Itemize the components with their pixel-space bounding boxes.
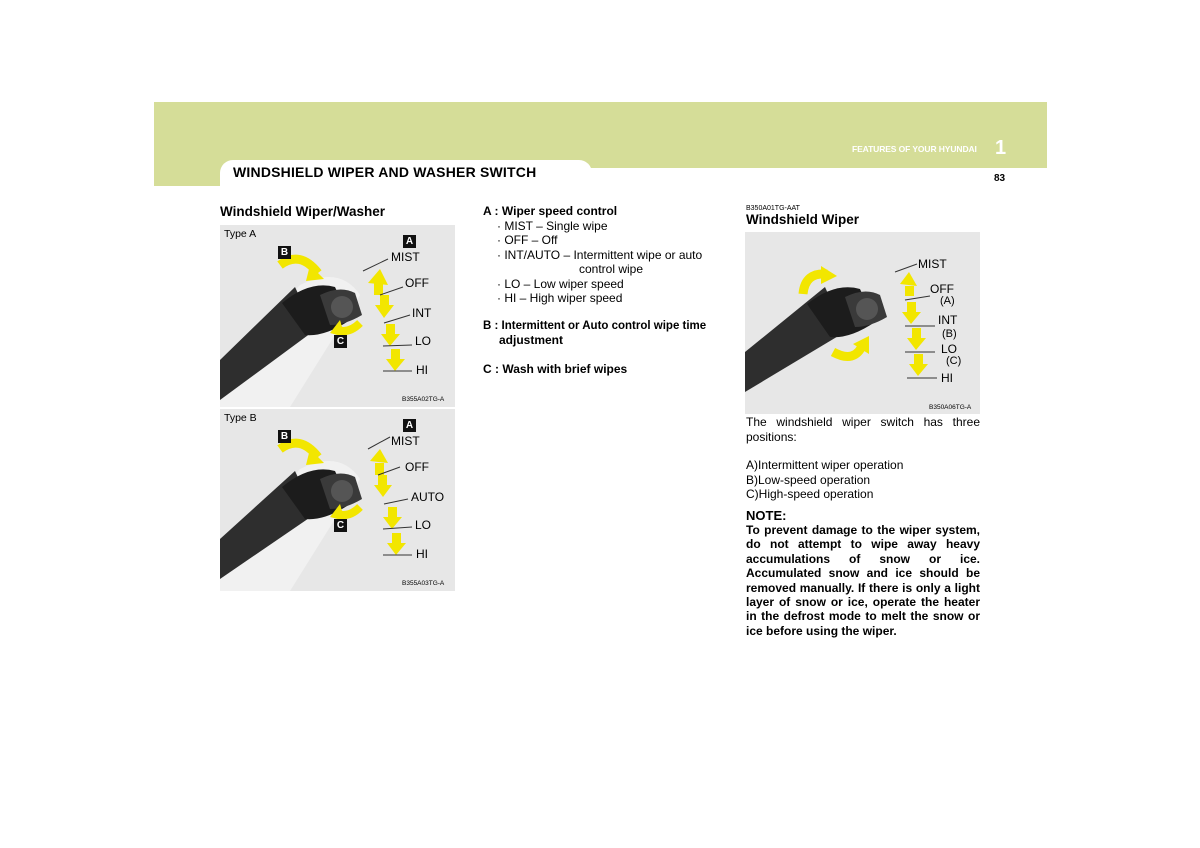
b-heading-cont: adjustment: [499, 333, 564, 347]
list-item-c: C)High-speed operation: [746, 487, 874, 501]
b-heading: B : Intermittent or Auto control wipe time: [483, 319, 707, 332]
note-heading: NOTE:: [746, 507, 787, 523]
label-mist: MIST: [391, 434, 420, 448]
a-item-mist: · MIST – Single wipe: [497, 218, 608, 233]
chapter-number: 1: [995, 137, 1007, 159]
label-int: INT: [412, 306, 432, 320]
header-gap: [591, 168, 981, 186]
label-int: INT: [938, 313, 958, 327]
a-item-lo: · LO – Low wiper speed: [497, 276, 624, 291]
figure-type-b-label: Type B: [224, 412, 257, 424]
left-heading: Windshield Wiper/Washer: [220, 204, 386, 219]
marker-a: A: [403, 235, 416, 248]
label-off: OFF: [405, 460, 429, 474]
header-gap-right: [981, 168, 1047, 186]
label-hi: HI: [416, 363, 428, 377]
c-heading: C : Wash with brief wipes: [483, 361, 628, 376]
right-heading: Windshield Wiper: [746, 212, 860, 227]
figure-code: B350A06TG-A: [929, 404, 972, 411]
section-title: WINDSHIELD WIPER AND WASHER SWITCH: [233, 164, 537, 180]
label-b-position: (B): [942, 328, 957, 340]
marker-c: C: [334, 519, 347, 532]
label-mist: MIST: [391, 250, 420, 264]
page-number: 83: [994, 173, 1006, 184]
label-c-position: (C): [946, 355, 962, 367]
label-lo: LO: [415, 518, 432, 532]
label-mist: MIST: [918, 257, 947, 271]
figure-type-a: [220, 225, 455, 407]
marker-b: B: [278, 246, 291, 259]
figure-code: B355A02TG-A: [402, 396, 445, 403]
a-item-int-cont: control wipe: [579, 262, 644, 276]
label-a-position: (A): [940, 295, 955, 307]
list-item-a: A)Intermittent wiper operation: [746, 458, 904, 472]
figure-type-a-label: Type A: [224, 228, 257, 240]
marker-c: C: [334, 335, 347, 348]
list-item-b: B)Low-speed operation: [746, 472, 871, 487]
figure-windshield-wiper: [745, 232, 980, 414]
note-body: To prevent damage to the wiper system, do not attempt to wipe away heavy accumulations of snow or ice. Accumulated snow and ice should be removed manually. If there is only a light layer of snow or ice, operate the heater in the defrost mode to melt the snow or ice before using the wiper.: [746, 523, 980, 638]
right-text: [746, 415, 980, 638]
a-heading: A : Wiper speed control: [483, 204, 618, 218]
label-hi: HI: [416, 547, 428, 561]
figure-type-b: [220, 409, 455, 591]
marker-a: A: [403, 419, 416, 432]
figure-code: B355A03TG-A: [402, 580, 445, 587]
label-lo: LO: [415, 334, 432, 348]
a-item-hi: · HI – High wiper speed: [497, 291, 623, 305]
label-hi: HI: [941, 371, 953, 385]
label-off: OFF: [405, 276, 429, 290]
label-off: OFF: [930, 282, 954, 296]
a-item-int: · INT/AUTO – Intermittent wipe or auto: [497, 247, 703, 262]
chapter-title: FEATURES OF YOUR HYUNDAI: [852, 144, 977, 154]
a-item-off: · OFF – Off: [497, 233, 558, 247]
label-lo: LO: [941, 342, 958, 356]
label-auto: AUTO: [411, 490, 445, 504]
marker-b: B: [278, 430, 291, 443]
intro-text: The windshield wiper switch has three positions:: [746, 415, 980, 444]
middle-column: [483, 204, 723, 376]
right-code-top: B350A01TG-AAT: [746, 205, 800, 212]
